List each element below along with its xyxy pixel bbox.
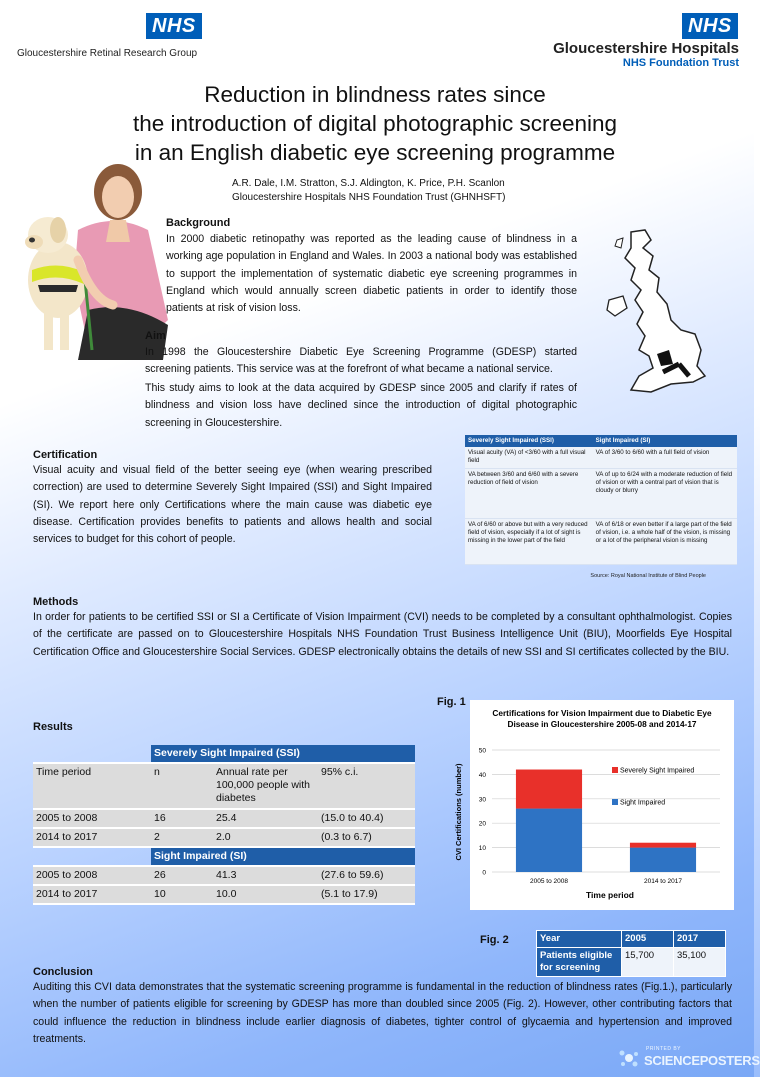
conclusion-heading: Conclusion — [33, 966, 93, 978]
table-row — [33, 809, 415, 828]
results-cell: (5.1 to 17.9) — [318, 885, 415, 904]
scienceposters-logo — [618, 1043, 760, 1073]
conclusion-text: Auditing this CVI data demonstrates that the systematic screening programme is fundamental in the reduction of blindness rates (Fig.1.), particularly when the number of patients eligible for screening by GDESP has more than doubled since 2005 (Fig. 2). However, other contributing factors that could influence the reduction in blindness include earlier diagnosis of diabetes, tighter control of glycaemia and hypertension and improved treatments. — [33, 981, 732, 1045]
methods-heading: Methods — [33, 596, 79, 608]
chart-x-ticks — [530, 878, 682, 885]
scienceposters-wordmark: SCIENCEPOSTERS — [644, 1053, 760, 1068]
certification-heading: Certification — [33, 449, 98, 461]
title-line-1: Reduction in blindness rates since — [204, 82, 546, 107]
results-cell: 2005 to 2008 — [33, 866, 151, 885]
aim-heading: Aim — [145, 330, 166, 342]
legend-label: Sight Impaired — [620, 799, 666, 807]
table-row — [33, 847, 415, 866]
results-col-ci: 95% c.i. — [318, 763, 415, 809]
y-tick-label: 50 — [478, 747, 486, 755]
results-cell: 10.0 — [213, 885, 318, 904]
aim-text-1: In 1998 the Gloucestershire Diabetic Eye Screening Programme (GDESP) started screening patients. This service was at the forefront of what became a national service. — [145, 346, 577, 376]
table-row — [33, 866, 415, 885]
fig2-header-year: Year — [537, 931, 622, 948]
org-right-trust: NHS Foundation Trust — [622, 57, 739, 69]
x-tick-label: 2005 to 2008 — [530, 878, 568, 885]
bar-sight-impaired — [516, 809, 582, 872]
fig2-value-2005: 15,700 — [622, 948, 674, 977]
legend-label: Severely Sight Impaired — [620, 767, 695, 775]
uk-map-illustration — [601, 226, 713, 401]
results-cell: (15.0 to 40.4) — [318, 809, 415, 828]
cvi-definitions-table — [465, 435, 737, 565]
printed-by-label: PRINTED BY — [646, 1046, 682, 1052]
table-row — [33, 745, 415, 763]
cvi-cell: VA of 6/60 or above but with a very reduced field of vision, especially if a lot of sight is missing in the lower part of the field — [465, 518, 593, 564]
certification-text: Visual acuity and visual field of the better seeing eye (when wearing prescribed correction) are used to determine Severely Sight Impaired (SSI) and Sight Impaired (SI). We report here only Certifications where the main cause was diabetic eye disease. Certification provides benefits to patients and allows health and social services to budget for this cohort of people. — [33, 464, 432, 546]
results-band-blank — [33, 847, 151, 866]
results-heading: Results — [33, 721, 73, 733]
fig1-chart — [454, 700, 734, 910]
nhs-logo-right: NHS — [682, 13, 738, 39]
chart-x-axis-label: Time period — [585, 890, 635, 900]
chart-title-line-1: Certifications for Vision Impairment due to Diabetic Eye — [492, 708, 712, 718]
fig2-row-label: Patients eligible for screening — [537, 948, 622, 977]
table-row — [465, 447, 737, 468]
cvi-cell: VA of 3/60 to 6/60 with a full field of vision — [593, 447, 737, 468]
results-band-ssi: Severely Sight Impaired (SSI) — [151, 745, 415, 763]
results-col-rate: Annual rate per 100,000 people with diabetes — [213, 763, 318, 809]
results-cell: 2 — [151, 828, 213, 847]
bar-severely-sight-impaired — [516, 770, 582, 809]
title-line-3: in an English diabetic eye screening programme — [134, 140, 616, 165]
fig2-table — [536, 930, 726, 977]
background-heading: Background — [166, 217, 231, 229]
chart-y-axis-label: CVI Certifications (number) — [454, 763, 463, 861]
cvi-cell: VA of 6/18 or even better if a large part of the field of vision, i.e. a whole half of the vision, is missing or a lot of the peripheral vision is missing — [593, 518, 737, 564]
bar-sight-impaired — [630, 848, 696, 872]
fig2-header-2005: 2005 — [622, 931, 674, 948]
y-tick-label: 30 — [478, 796, 486, 804]
background-text: In 2000 diabetic retinopathy was reported as the leading cause of blindness in a working age population in England and Wales. In 2003 a national body was established to support the implementation of systematic diabetic eye screening programmes in England which would annually screen diabetic patients in order to identify those patients at risk of vision loss. — [166, 233, 577, 315]
results-cell: (0.3 to 6.7) — [318, 828, 415, 847]
cvi-cell: VA between 3/60 and 6/60 with a severe reduction of field of vision — [465, 468, 593, 518]
results-cell: 2005 to 2008 — [33, 809, 151, 828]
org-right-name: Gloucestershire Hospitals — [553, 40, 739, 57]
results-cell: (27.6 to 59.6) — [318, 866, 415, 885]
x-tick-label: 2014 to 2017 — [644, 878, 682, 885]
fig2-label: Fig. 2 — [480, 934, 509, 946]
table-row — [537, 931, 726, 948]
legend-swatch — [612, 799, 618, 805]
y-tick-label: 20 — [478, 820, 486, 828]
chart-title-line-2: Disease in Gloucestershire 2005-08 and 2014-17 — [507, 719, 697, 729]
bar-severely-sight-impaired — [630, 843, 696, 848]
affiliation: Gloucestershire Hospitals NHS Foundation Trust (GHNHSFT) — [232, 192, 506, 203]
results-cell: 2.0 — [213, 828, 318, 847]
fig1-label: Fig. 1 — [437, 696, 466, 708]
chart-legend — [612, 767, 694, 807]
results-col-n: n — [151, 763, 213, 809]
table-row — [465, 468, 737, 518]
table-row — [33, 885, 415, 904]
cvi-source: Source: Royal National Institute of Blind People — [590, 573, 706, 579]
aim-text-2: This study aims to look at the data acquired by GDESP since 2005 and clarify if rates of blindness and vision loss have declined since the introduction of digital photographic screening in Gloucestershire. — [145, 382, 577, 429]
results-col-time: Time period — [33, 763, 151, 809]
results-cell: 2014 to 2017 — [33, 885, 151, 904]
fig2-value-2017: 35,100 — [674, 948, 726, 977]
fig1-chart-panel — [454, 700, 734, 910]
results-cell: 10 — [151, 885, 213, 904]
nhs-logo-left: NHS — [146, 13, 202, 39]
y-tick-label: 10 — [478, 845, 486, 853]
cvi-col-ssi: Severely Sight Impaired (SSI) — [465, 435, 593, 447]
cvi-cell: Visual acuity (VA) of <3/60 with a full visual field — [465, 447, 593, 468]
cvi-cell: VA of up to 6/24 with a moderate reduction of field of vision or with a central part of vision that is cloudy or blurry — [593, 468, 737, 518]
results-table — [33, 745, 415, 905]
table-row — [33, 763, 415, 809]
table-row — [33, 828, 415, 847]
authors: A.R. Dale, I.M. Stratton, S.J. Aldington, K. Price, P.H. Scanlon — [232, 178, 505, 189]
methods-text: In order for patients to be certified SSI or SI a Certificate of Vision Impairment (CVI) needs to be completed by a consultant ophthalmologist. Copies of the certificate are passed on to Gloucestershire Hospitals NHS Foundation Trust Business Intelligence Unit (BIU), Moorfields Eye Hospital Certification Office and Gloucestershire Social Services. GDESP electronically obtains the details of new SSI and SI certificates collected by the BIU. — [33, 611, 732, 658]
chart-bars — [516, 767, 696, 872]
org-left-name: Gloucestershire Retinal Research Group — [17, 48, 198, 59]
legend-swatch — [612, 767, 618, 773]
scienceposters-mark-icon — [618, 1047, 640, 1069]
poster-title — [60, 80, 690, 167]
fig2-header-2017: 2017 — [674, 931, 726, 948]
table-row — [537, 948, 726, 977]
y-tick-label: 40 — [478, 771, 486, 779]
results-band-blank — [33, 745, 151, 763]
results-cell: 25.4 — [213, 809, 318, 828]
results-cell: 41.3 — [213, 866, 318, 885]
chart-y-ticks — [479, 748, 487, 877]
table-row — [465, 518, 737, 564]
y-tick-label: 0 — [482, 869, 486, 877]
results-band-si: Sight Impaired (SI) — [151, 847, 415, 866]
results-cell: 2014 to 2017 — [33, 828, 151, 847]
results-cell: 16 — [151, 809, 213, 828]
title-line-2: the introduction of digital photographic screening — [132, 111, 618, 136]
cvi-col-si: Sight Impaired (SI) — [593, 435, 737, 447]
results-cell: 26 — [151, 866, 213, 885]
